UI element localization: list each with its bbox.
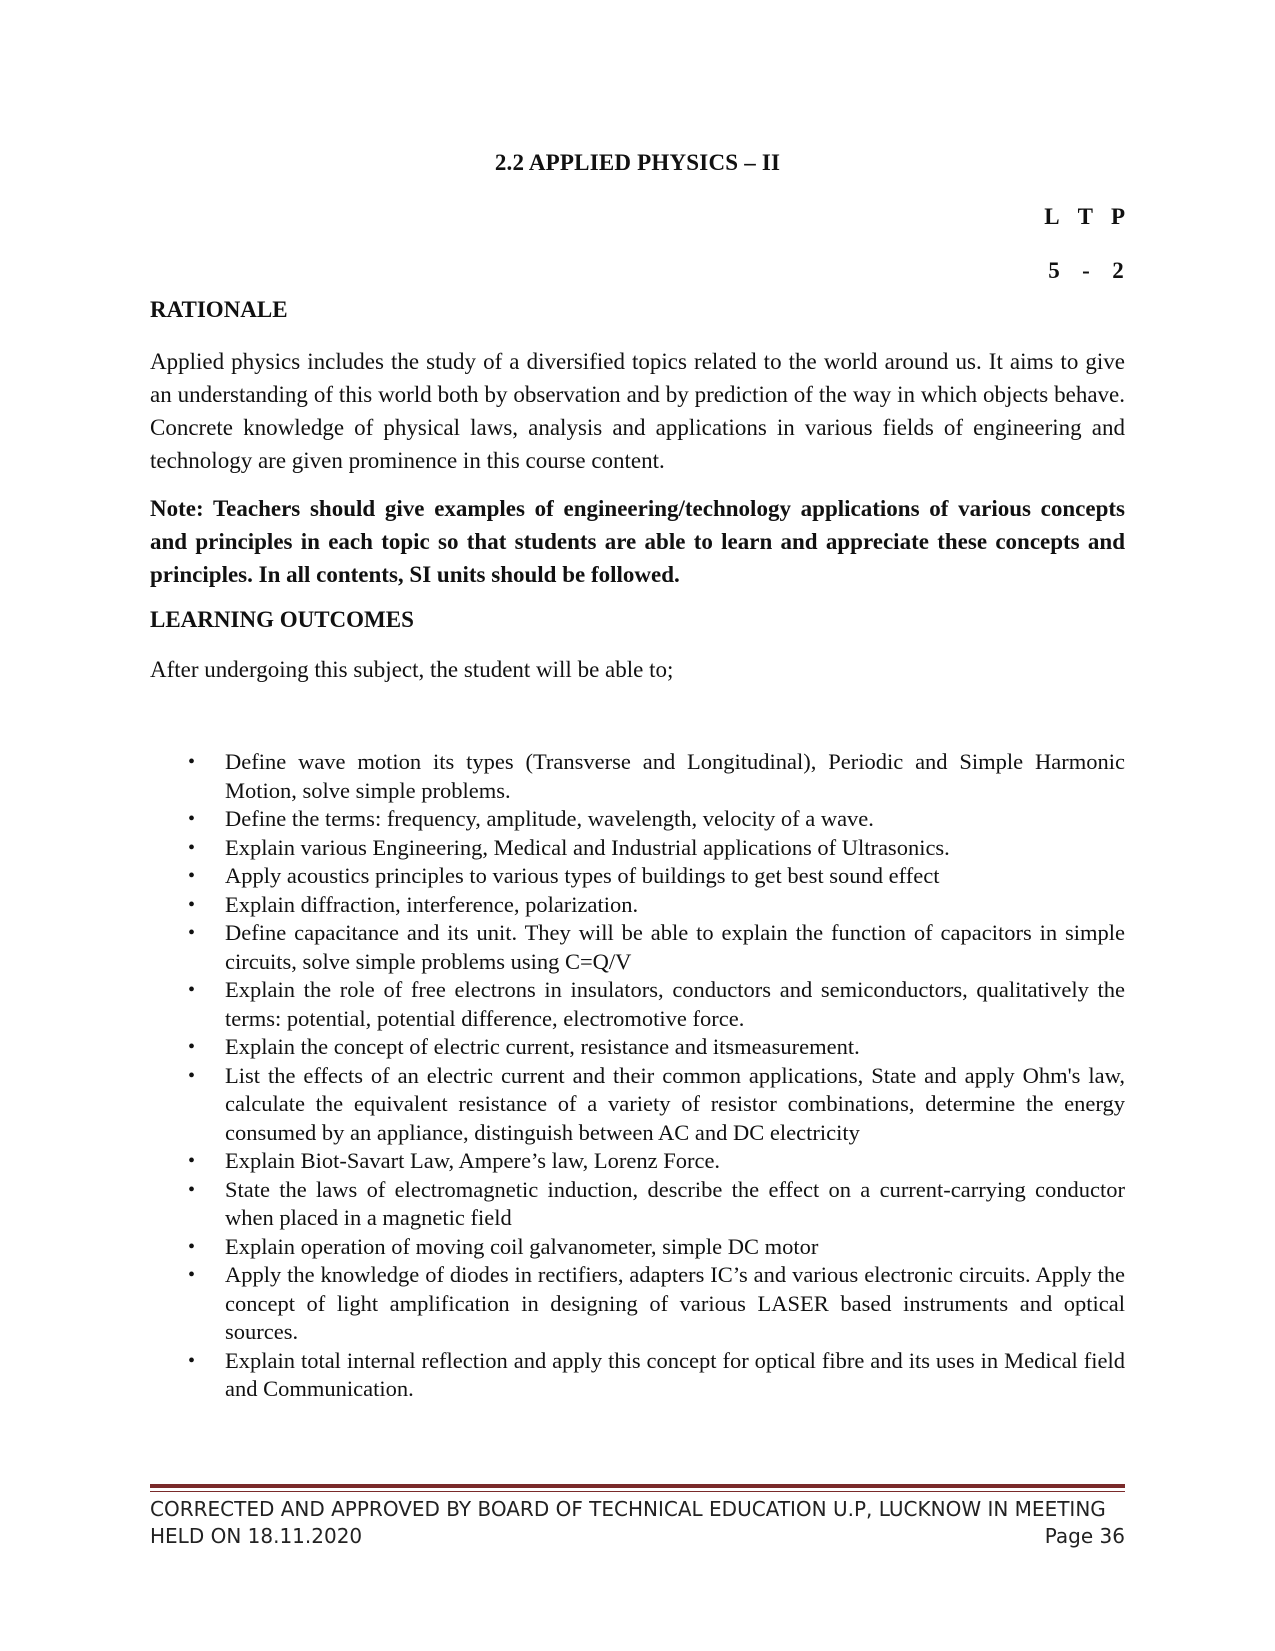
ltp-header-t: T: [1077, 204, 1093, 229]
list-item: [150, 1261, 1125, 1347]
bullet-icon: •: [188, 1349, 196, 1372]
teacher-note: Note: Teachers should give examples of engineering/technology applications of various concepts and principles in each topic so that students are able to learn and appreciate these concepts and principles. In all contents, SI units should be followed.: [150, 496, 1125, 587]
page-title: 2.2 APPLIED PHYSICS – II: [494, 150, 781, 175]
list-item-text: Define capacitance and its unit. They will be able to explain the function of capacitors in simple circuits, solve simple problems using C=Q/V: [225, 920, 1125, 974]
bullet-icon: •: [188, 1036, 196, 1058]
list-item-text: List the effects of an electric current and their common applications, State and apply Ohm's law, calculate the equivalent resistance of a variety of resistor combinations, determine the energy consumed by an appliance, distinguish between AC and DC electricity: [225, 1062, 1125, 1145]
footer-divider-thin: [150, 1491, 1125, 1492]
ltp-value-t: -: [1082, 258, 1090, 283]
list-item-text: Apply the knowledge of diodes in rectifiers, adapters IC’s and various electronic circuits. Apply the concept of light amplification in designing of various LASER based instruments and optical sources.: [225, 1262, 1125, 1344]
bullet-icon: •: [188, 836, 196, 859]
list-item: [150, 1147, 1125, 1176]
list-item: [150, 1176, 1125, 1233]
page-number: Page 36: [1044, 1524, 1125, 1548]
learning-outcomes-intro: After undergoing this subject, the student will be able to;: [150, 657, 674, 682]
ltp-header-l: L: [1044, 204, 1060, 229]
list-item: [150, 862, 1125, 891]
bullet-icon: •: [188, 1150, 196, 1172]
list-item-text: Apply acoustics principles to various types of buildings to get best sound effect: [225, 863, 940, 888]
bullet-icon: •: [188, 922, 196, 944]
footer-approval-line: CORRECTED AND APPROVED BY BOARD OF TECHNICAL EDUCATION U.P, LUCKNOW IN MEETING: [150, 1497, 1106, 1521]
bullet-icon: •: [188, 1235, 196, 1258]
list-item-text: Explain diffraction, interference, polarization.: [225, 891, 639, 917]
list-item-text: Explain Biot-Savart Law, Ampere’s law, Lorenz Force.: [225, 1148, 721, 1173]
bullet-icon: •: [188, 1064, 196, 1087]
list-item-text: Explain operation of moving coil galvanometer, simple DC motor: [225, 1233, 819, 1259]
ltp-values: [1047, 258, 1125, 284]
ltp-headers: [1044, 204, 1125, 230]
footer-divider: [150, 1484, 1125, 1488]
bullet-icon: •: [188, 1264, 196, 1286]
list-item-text: State the laws of electromagnetic induction, describe the effect on a current-carrying conductor when placed in a magnetic field: [225, 1176, 1125, 1230]
rationale-heading: RATIONALE: [150, 297, 288, 322]
ltp-header-p: P: [1110, 204, 1125, 229]
list-item: [150, 834, 1125, 863]
list-item: [150, 748, 1125, 805]
list-item: [150, 919, 1125, 976]
list-item-text: Define the terms: frequency, amplitude, wavelength, velocity of a wave.: [225, 806, 874, 831]
bullet-icon: •: [188, 893, 196, 916]
bullet-icon: •: [188, 979, 196, 1001]
list-item: [150, 1347, 1125, 1404]
document-page: [150, 0, 1125, 1651]
list-item-text: Define wave motion its types (Transverse and Longitudinal), Periodic and Simple Harmonic Motion, solve simple problems.: [225, 749, 1125, 803]
list-item-text: Explain the role of free electrons in insulators, conductors and semiconductors, qualitatively the terms: potential, potential difference, electromotive force.: [225, 977, 1125, 1031]
list-item-text: Explain various Engineering, Medical and Industrial applications of Ultrasonics.: [225, 834, 950, 860]
rationale-text: Applied physics includes the study of a diversified topics related to the world around us. It aims to give an understanding of this world both by observation and by prediction of the way in which objects behave. Concrete knowledge of physical laws, analysis and applications in various fields of engineering and technology are given prominence in this course content.: [150, 349, 1125, 473]
footer: [150, 1496, 1125, 1550]
list-item: [150, 1033, 1125, 1062]
bullet-icon: •: [188, 751, 196, 773]
bullet-icon: •: [188, 865, 196, 887]
learning-outcomes-list: [150, 748, 1125, 1404]
list-item: [150, 891, 1125, 920]
list-item: [150, 976, 1125, 1033]
list-item-text: Explain total internal reflection and apply this concept for optical fibre and its uses in Medical field and Communication.: [225, 1347, 1125, 1401]
ltp-value-p: 2: [1112, 258, 1124, 283]
footer-meeting-date: HELD ON 18.11.2020: [150, 1524, 363, 1548]
list-item: [150, 805, 1125, 834]
learning-outcomes-heading: LEARNING OUTCOMES: [150, 607, 414, 632]
bullet-icon: •: [188, 1178, 196, 1201]
list-item: [150, 1062, 1125, 1148]
list-item: [150, 1233, 1125, 1262]
ltp-value-l: 5: [1048, 258, 1060, 283]
list-item-text: Explain the concept of electric current, resistance and itsmeasurement.: [225, 1034, 860, 1059]
bullet-icon: •: [188, 808, 196, 830]
